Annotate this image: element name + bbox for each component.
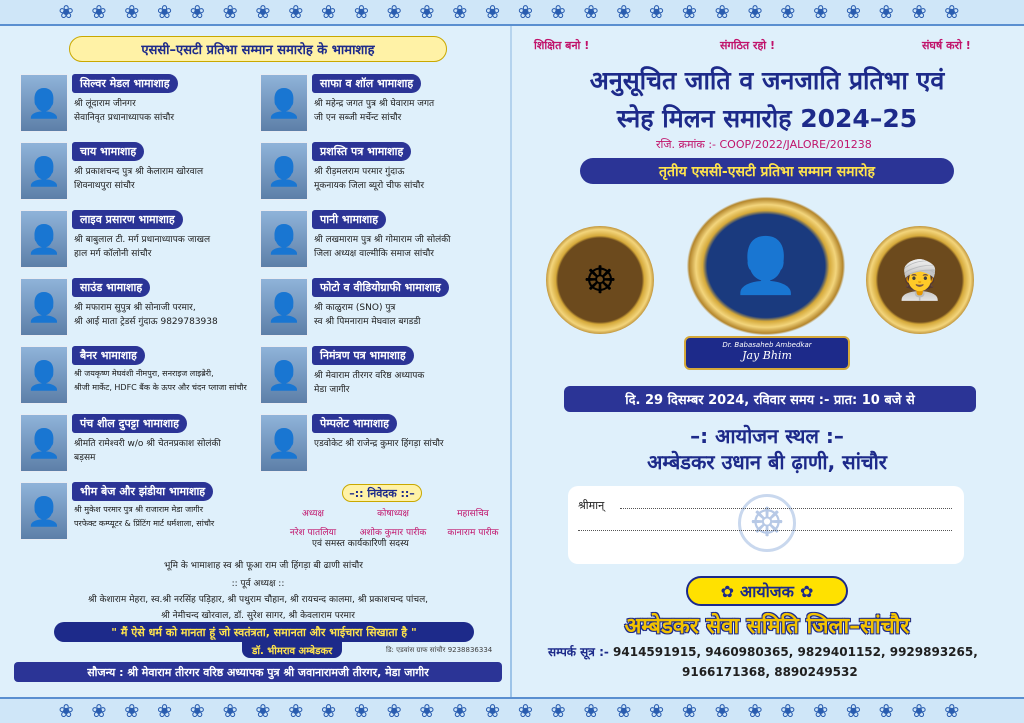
donor-name: श्री लूंदाराम जीनगर (74, 99, 136, 109)
person-icon: 👤 (26, 154, 62, 188)
person-icon: 👤 (266, 86, 302, 120)
organizer-name: कानाराम पारीक (447, 528, 499, 538)
buddha-medallion (546, 226, 654, 334)
donor-detail: श्रीजी मार्केट, HDFC बैंक के ऊपर और चंदन प्लाजा सांचौर (74, 383, 247, 392)
phone-list: 9166171368, 8890249532 (682, 665, 858, 679)
donor-name: श्री जयकृष्ण मेघवंशी नीमपुरा, सनराइज लाइब्रेरी, (74, 369, 214, 378)
donor-name: श्री रीड़मलराम परमार गुंदाऊ (314, 167, 405, 177)
organizer-members: एवं समस्त कार्यकारिणी सदस्य (312, 539, 409, 549)
donor-card (14, 276, 254, 338)
land-donor-note: भूमि के भामाशाह स्व श्री फूआ राम जी हिंगड़ा बी ढाणी सांचौर (164, 561, 363, 571)
organizer-role: महासचिव (457, 509, 489, 519)
donor-name: श्री प्रकाशचन्द पुत्र श्री केलाराम खोरवाल (74, 167, 204, 177)
organizers-heading: –:: निवेदक ::– (342, 484, 422, 502)
donor-card (254, 412, 494, 474)
event-title-line: अनुसूचित जाति व जनजाति प्रतिभा एवं (589, 66, 945, 95)
donor-photo (20, 74, 68, 132)
flower-icon: ✿ (799, 581, 814, 601)
donor-detail: परफेक्ट कम्प्यूटर & प्रिंटिंग मार्ट धर्मशाला, सांचौर (74, 519, 215, 528)
donor-name: श्री मफाराम सुपुत्र श्री सोनाजी परमार, (74, 303, 196, 313)
border-ornament: ❀ ❀ ❀ ❀ ❀ ❀ ❀ ❀ ❀ ❀ ❀ ❀ ❀ ❀ ❀ ❀ ❀ ❀ ❀ ❀ ❀ ❀ ❀ ❀ ❀ ❀ ❀ ❀ (58, 700, 966, 722)
border-ornament: ❀ ❀ ❀ ❀ ❀ ❀ ❀ ❀ ❀ ❀ ❀ ❀ ❀ ❀ ❀ ❀ ❀ ❀ ❀ ❀ ❀ ❀ ❀ ❀ ❀ ❀ ❀ ❀ (58, 1, 966, 23)
invitee-line (578, 530, 952, 531)
event-date-time: दि. 29 दिसम्बर 2024, रविवार समय :- प्रात: 10 बजे से (564, 386, 976, 412)
donor-photo (260, 210, 308, 268)
donor-detail: मूकनायक जिला ब्यूरो चीफ सांचौर (314, 181, 425, 191)
contact-label: सम्पर्क सूत्र :- (548, 645, 609, 659)
phule-medallion (866, 226, 974, 334)
donor-photo (20, 414, 68, 472)
donor-detail: श्री आई माता ट्रेडर्स गुंदाऊ 9829783938 (74, 317, 218, 327)
person-icon: 👤 (26, 426, 62, 460)
registration-number: रजि. क्रमांक :- COOP/2022/JALORE/201238 (656, 138, 872, 151)
donor-detail: सेवानिवृत प्रधानाध्यापक सांचौर (74, 113, 175, 123)
donor-name: श्री काळुराम (SNO) पुत्र (314, 303, 396, 313)
organizer-role: अध्यक्ष (302, 509, 324, 519)
donor-name: श्री मुकेश परमार पुत्र श्री राजाराम मेडा जागीर (74, 505, 204, 514)
decorative-border-bottom (0, 697, 1024, 723)
decorative-border-top (0, 0, 1024, 26)
person-icon: 👤 (26, 358, 62, 392)
ambedkar-medallion (686, 196, 846, 336)
ribbon-slogan: Jay Bhim (742, 349, 792, 362)
invitee-line (620, 508, 952, 509)
organizer-name: नरेश पातलिया (289, 528, 337, 538)
donor-card (14, 140, 254, 202)
donor-photo (20, 210, 68, 268)
invitee-box (568, 486, 964, 564)
slogan: शिक्षित बनो ! (534, 39, 590, 52)
donor-photo (260, 414, 308, 472)
donor-title: फोटो व वीडियोग्राफी भामाशाह (312, 278, 449, 297)
person-icon: 👤 (266, 426, 302, 460)
former-presidents-line: श्री केशाराम मेहरा, स्व.श्री नरसिंह पड़िहार, श्री पथुराम चौहान, श्री रायचन्द कालमा, श्री प्रकाशचन्द पांचल, (87, 595, 429, 605)
donor-photo (20, 346, 68, 404)
design-credit: डि: एडवांस ग्राफ सांचौर 9238836334 (386, 646, 493, 654)
venue-heading: –: आयोजन स्थल :– (690, 424, 844, 448)
person-icon: 👤 (26, 290, 62, 324)
donor-photo (260, 74, 308, 132)
donor-card (254, 344, 494, 406)
invitee-label: श्रीमान् (578, 499, 605, 512)
donor-card (14, 480, 254, 542)
donor-detail: बड़सम (74, 453, 96, 463)
donor-detail: शिवनाथपुरा सांचौर (74, 181, 135, 191)
person-icon: 👤 (26, 494, 62, 528)
organizer-column (352, 506, 434, 538)
donor-card (14, 412, 254, 474)
donor-name: श्रीमति रामेश्वरी w/o श्री चेतनप्रकाश सोलंकी (74, 439, 221, 449)
sponsors-heading: एससी–एसटी प्रतिभा सम्मान समारोह के भामाशाह (69, 36, 447, 62)
organizer-column (272, 506, 354, 538)
donor-name: श्री लखमाराम पुत्र श्री गोमाराम जी सोलंकी (314, 235, 451, 245)
contact-numbers (548, 642, 1008, 682)
donor-title: साफा व शॉल भामाशाह (312, 74, 421, 93)
ambedkar-quote: " मैं ऐसे धर्म को मानता हूं जो स्वतंत्रता, समानता और भाईचारा सिखाता है " (54, 622, 474, 642)
person-icon: 👤 (26, 86, 62, 120)
donor-detail: हाल मर्ग कॉलोनी सांचौर (74, 249, 152, 259)
organizer-label: आयोजक (740, 582, 794, 601)
ashoka-chakra-icon: ☸ (738, 494, 796, 552)
donor-photo (260, 278, 308, 336)
slogans-row (520, 38, 1014, 54)
event-panel (520, 36, 1014, 686)
donor-name: श्री मेवाराम तीरगर वरिष्ठ अध्यापक (314, 371, 425, 381)
donor-title: प्रशस्ति पत्र भामाशाह (312, 142, 411, 161)
donor-detail: मेडा जागीर (314, 385, 350, 395)
donor-card (254, 140, 494, 202)
phone-list: 9414591915, 9460980365, 9829401152, 9929893265, (613, 645, 978, 659)
person-icon: 👤 (266, 222, 302, 256)
fold-divider (510, 26, 512, 697)
donor-name: श्री महेन्द्र जगत पुत्र श्री घेवाराम जगत (314, 99, 435, 109)
slogan: संगठित रहो ! (720, 39, 776, 52)
courtesy-bar: सौजन्य : श्री मेवाराम तीरगर वरिष्ठ अध्यापक पुत्र श्री जवानारामजी तीरगर, मेडा जागीर (14, 662, 502, 682)
venue-name: अम्बेडकर उधान बी ढ़ाणी, सांचौर (647, 450, 887, 474)
donor-title: बैनर भामाशाह (72, 346, 145, 365)
donor-title: पंच शील दुपट्टा भामाशाह (72, 414, 187, 433)
donor-title: पानी भामाशाह (312, 210, 386, 229)
slogan: संघर्ष करो ! (922, 39, 971, 52)
ribbon-name: Dr. Babasaheb Ambedkar (722, 341, 812, 349)
buddha-icon: ☸ (582, 258, 618, 302)
portrait-icon: 👳 (896, 257, 944, 302)
event-title (520, 62, 1014, 138)
former-presidents-heading: :: पूर्व अध्यक्ष :: (231, 579, 285, 589)
donor-name: श्री बाबुलाल टी. मर्ग प्रधानाध्यापक जाखल (74, 235, 211, 245)
organization-name: अम्बेडकर सेवा समिति जिला–सांचौर (624, 614, 910, 639)
organizer-name: अशोक कुमार पारीक (359, 528, 427, 538)
donor-detail: स्व श्री पिमनाराम मेघवाल बगडडी (314, 317, 421, 327)
portrait-icon: 👤 (732, 234, 800, 297)
donor-card (254, 208, 494, 270)
donor-card (14, 344, 254, 406)
donor-title: चाय भामाशाह (72, 142, 144, 161)
person-icon: 👤 (26, 222, 62, 256)
donor-photo (260, 346, 308, 404)
donor-card (14, 208, 254, 270)
donor-card (254, 276, 494, 338)
former-presidents-line: श्री नेमीचन्द खोरवाल, डॉ. सुरेश सागर, श्री केवलाराम परमार (161, 611, 355, 621)
quote-author: डॉ. भीमराव अम्बेडकर (242, 642, 342, 658)
donor-detail: जिला अध्यक्ष वाल्मीकि समाज सांचौर (314, 249, 434, 259)
donor-name: एडवोकेट श्री राजेन्द्र कुमार हिंगड़ा सांचौर (314, 439, 444, 449)
donor-card (254, 72, 494, 134)
event-title-line: स्नेह मिलन समारोह 2024–25 (616, 104, 918, 133)
donor-photo (260, 142, 308, 200)
donor-title: पेम्पलेट भामाशाह (312, 414, 397, 433)
donor-title: लाइव प्रसारण भामाशाह (72, 210, 183, 229)
donor-detail: जी एन सब्जी मर्चेन्ट सांचौर (314, 113, 402, 123)
donor-title: निमंत्रण पत्र भामाशाह (312, 346, 414, 365)
organizer-badge (686, 576, 848, 606)
jay-bhim-ribbon (684, 336, 850, 370)
person-icon: 👤 (266, 358, 302, 392)
sponsors-panel (14, 36, 502, 686)
donor-title: सिल्वर मेडल भामाशाह (72, 74, 178, 93)
person-icon: 👤 (266, 154, 302, 188)
organizer-role: कोषाध्यक्ष (377, 509, 409, 519)
donor-photo (20, 482, 68, 540)
person-icon: 👤 (266, 290, 302, 324)
donor-photo (20, 142, 68, 200)
donor-title: भीम बेज और झंडीया भामाशाह (72, 482, 213, 501)
organizer-column (432, 506, 514, 538)
flower-icon: ✿ (720, 581, 735, 601)
event-subtitle: तृतीय एससी-एसटी प्रतिभा सम्मान समारोह (580, 158, 954, 184)
donor-photo (20, 278, 68, 336)
donor-title: साउंड भामाशाह (72, 278, 150, 297)
donor-card (14, 72, 254, 134)
